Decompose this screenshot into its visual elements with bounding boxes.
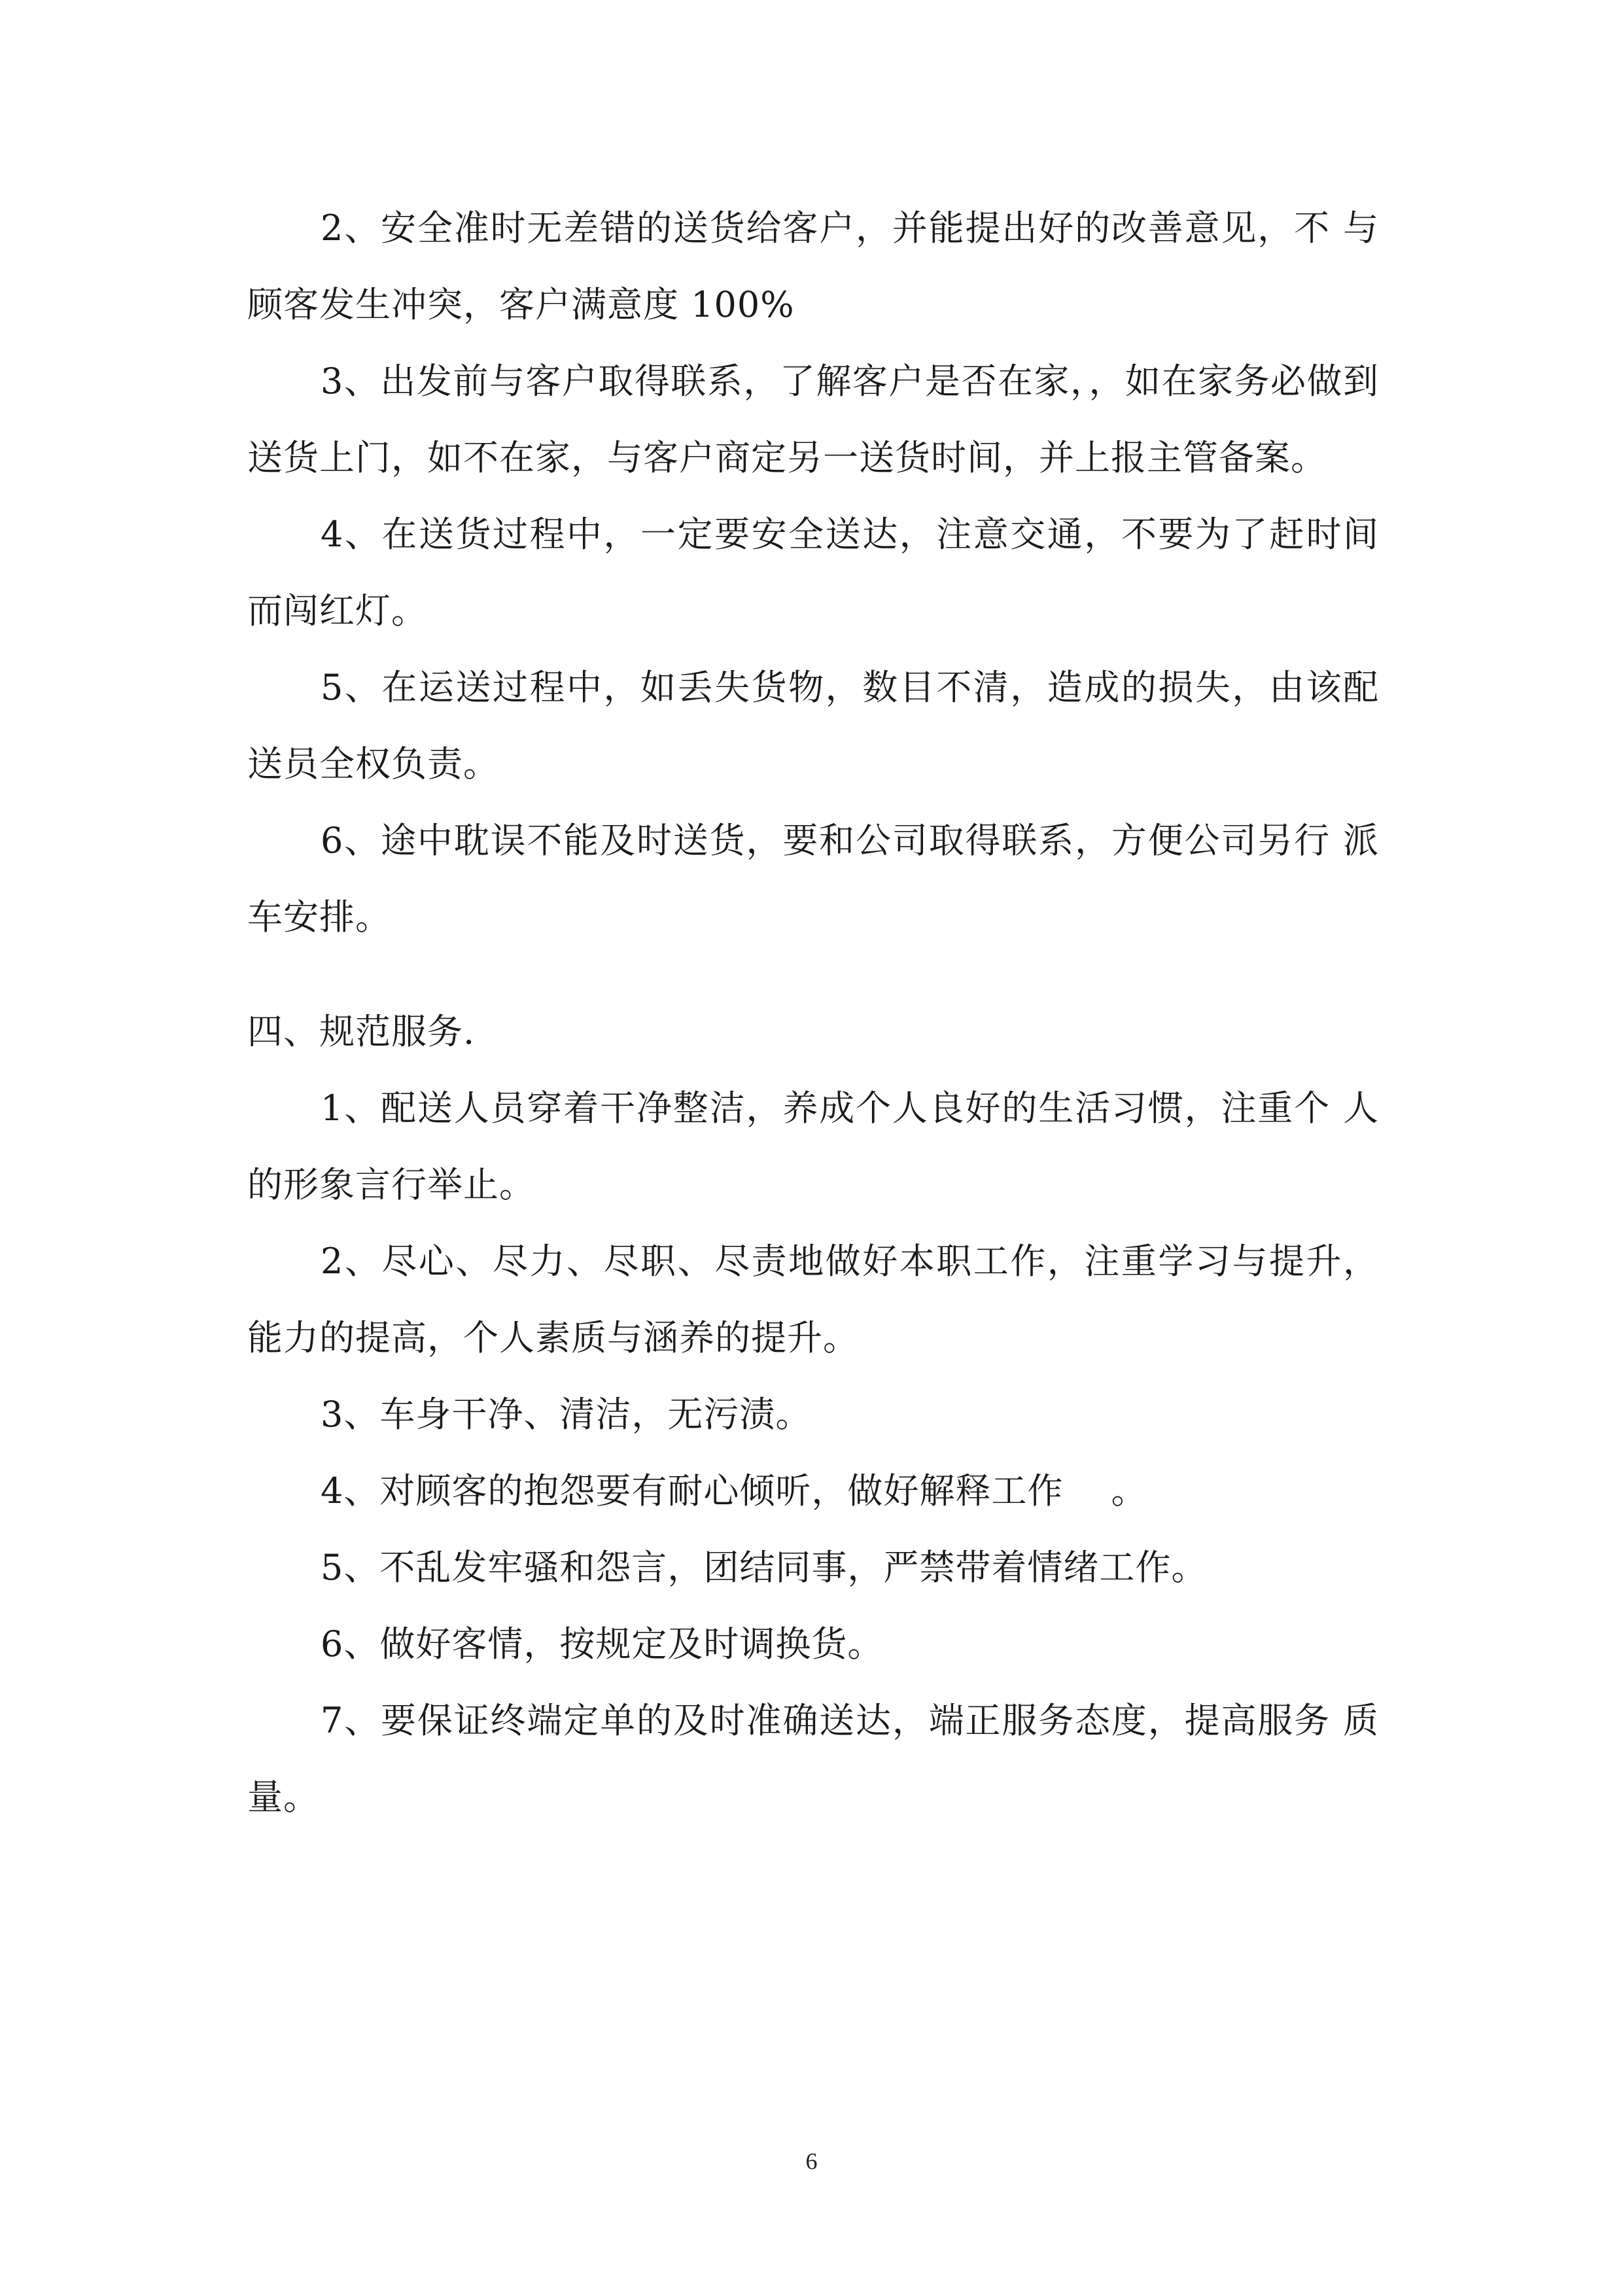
service-item-1: 1、配送人员穿着干净整洁，养成个人良好的生活习惯，注重个 人的形象言行举止。: [247, 1087, 1379, 1205]
section-heading: 四、规范服务.: [247, 1011, 476, 1052]
paragraph-item-2: 2、安全准时无差错的送货给客户，并能提出好的改善意见，不 与顾客发生冲突，客户满意度 100%: [247, 207, 1379, 325]
service-item-5: 5、不乱发牢骚和怨言，团结同事，严禁带着情绪工作。: [321, 1547, 1208, 1588]
section-spacer: [247, 955, 1379, 993]
paragraph-item-5: 5、在运送过程中，如丢失货物，数目不清，造成的损失，由该配送员全权负责。: [247, 667, 1379, 785]
service-item-2: 2、尽心、尽力、尽职、尽责地做好本职工作，注重学习与提升，能力的提高，个人素质与涵养的提升。: [247, 1241, 1379, 1358]
service-item-3: 3、车身干净、清洁，无污渍。: [321, 1394, 812, 1435]
document-body: [247, 190, 1379, 1835]
paragraph-item-3: 3、出发前与客户取得联系，了解客户是否在家，，如在家务必做到送货上门，如不在家，与客户商定另一送货时间，并上报主管备案。: [247, 361, 1379, 478]
service-item-6: 6、做好客情，按规定及时调换货。: [321, 1623, 884, 1665]
service-item-7: 7、要保证终端定单的及时准确送达，端正服务态度，提高服务 质量。: [247, 1700, 1379, 1818]
page-number: 6: [805, 2148, 818, 2174]
paragraph-item-6: 6、途中耽误不能及时送货，要和公司取得联系，方便公司另行 派车安排。: [247, 820, 1379, 938]
service-item-4: 4、对顾客的抱怨要有耐心倾听，做好解释工作 。: [321, 1470, 1147, 1511]
paragraph-item-4: 4、在送货过程中，一定要安全送达，注意交通，不要为了赶时间而闯红灯。: [247, 514, 1379, 631]
